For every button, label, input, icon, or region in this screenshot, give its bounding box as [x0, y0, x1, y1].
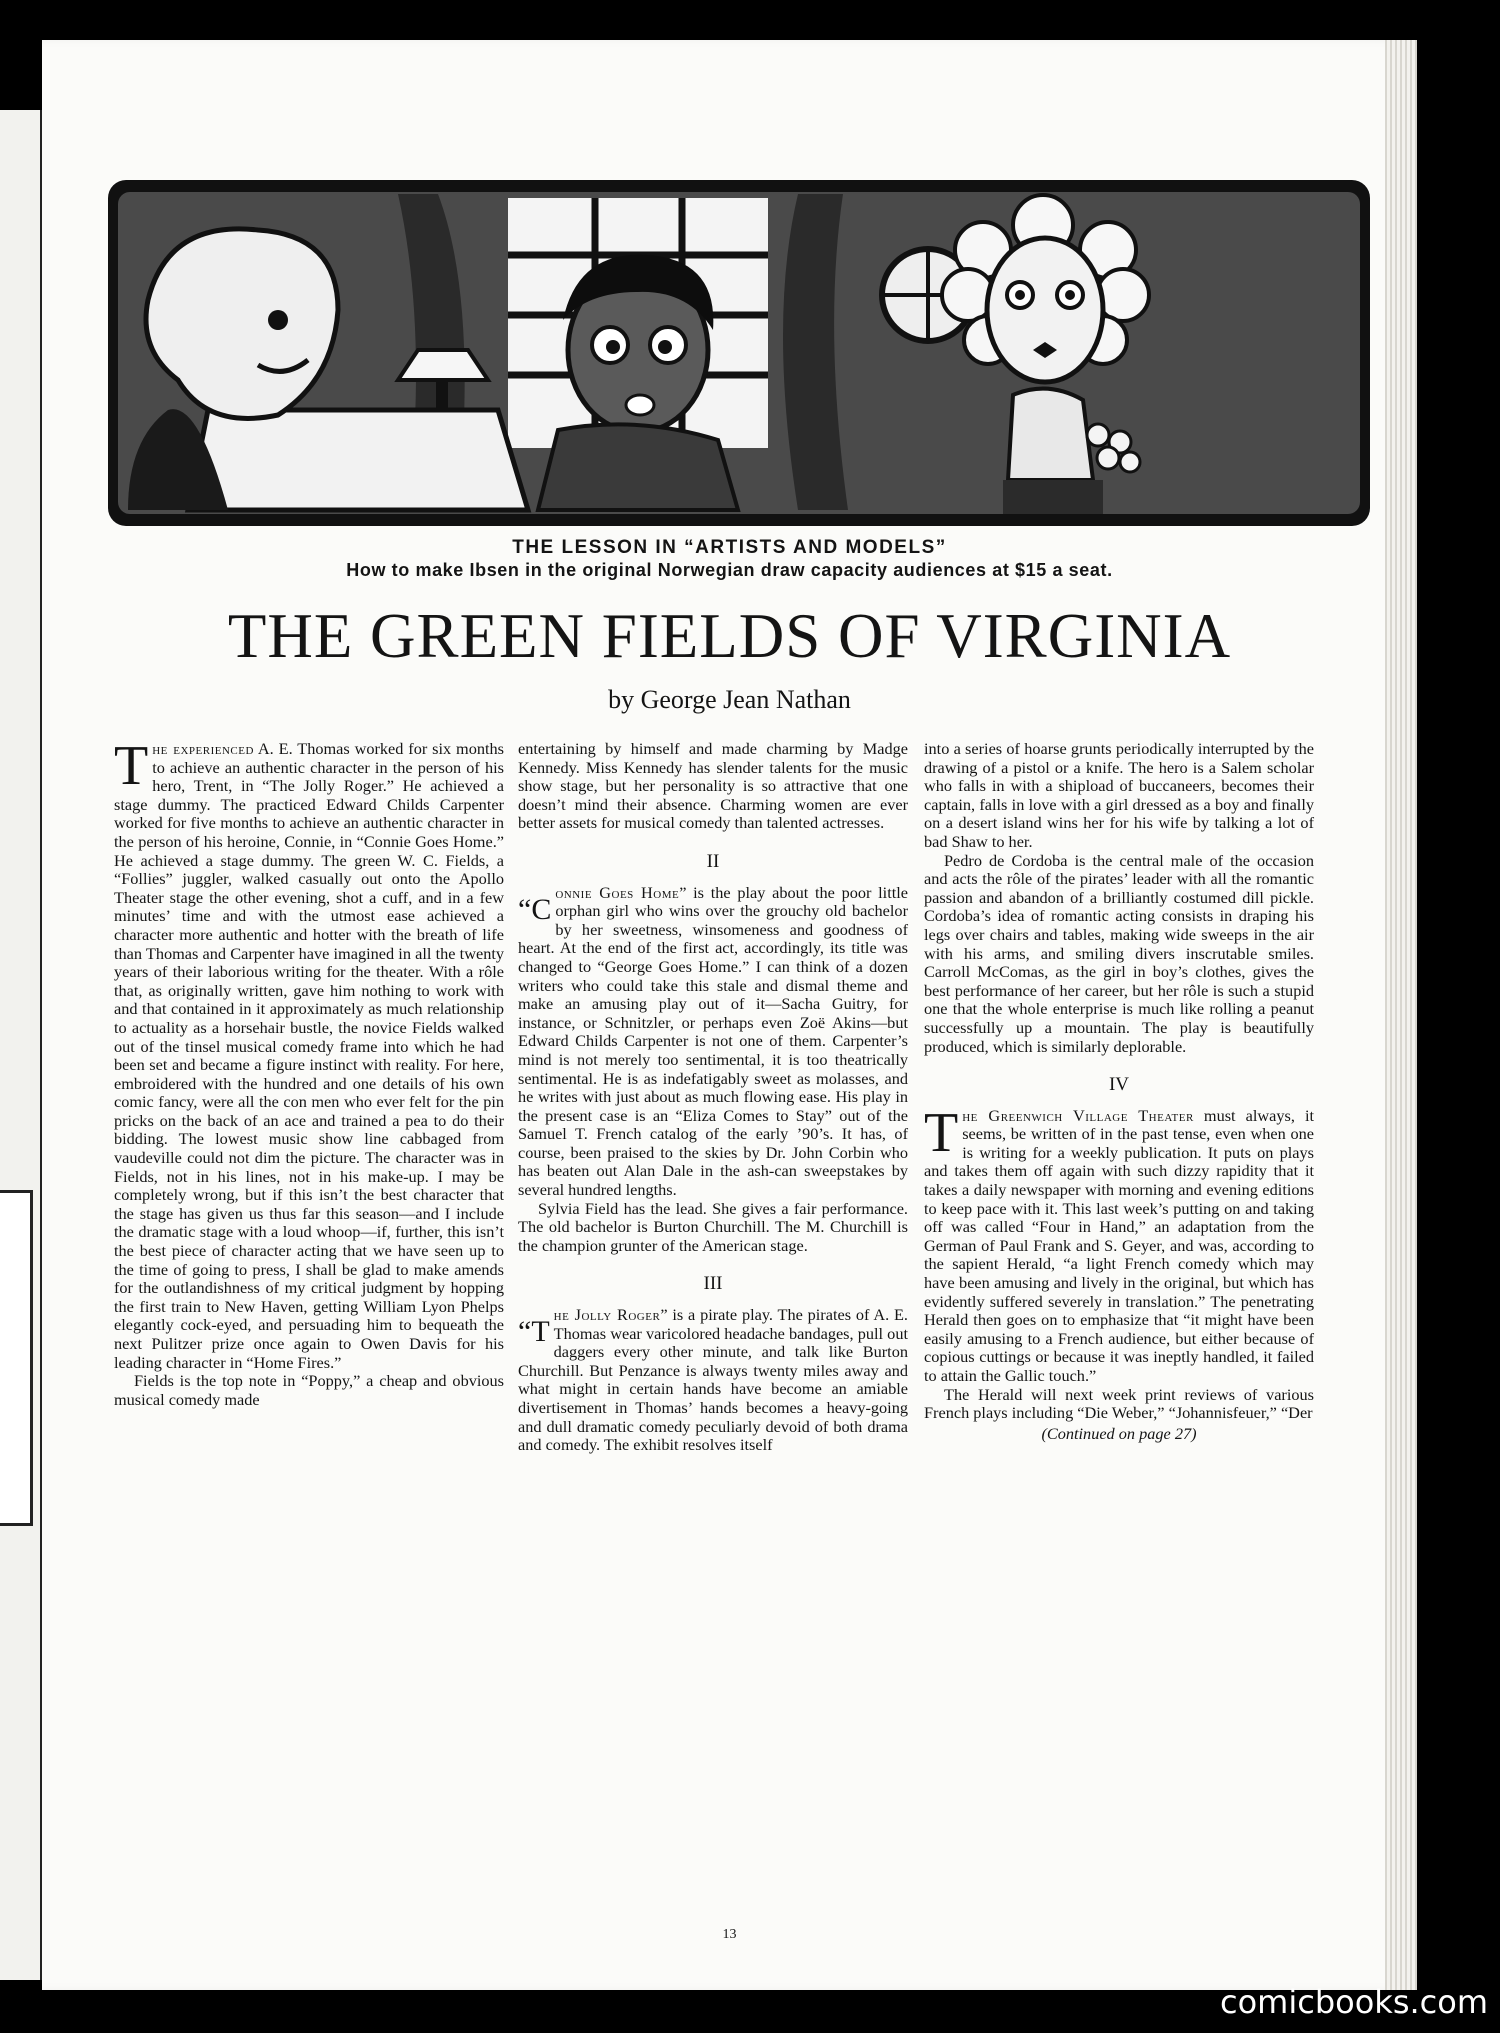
paragraph — [518, 1200, 908, 1256]
lead-in-small-caps: he Greenwich Village Theater — [962, 1105, 1194, 1125]
paragraph-text: Pedro de Cordoba is the central male of the occasion and acts the rôle of the pirates’ leader with all the romantic passion and abandon of a brilliantly costumed dill pickle. Cordoba’s idea of romantic acting consists in draping his legs over chairs and tables, making wide sweeps in the air with his arms, and smiling divers inscrutable smiles. Carroll McComas, as the girl in boy’s clothes, gives the best performance of her career, but her rôle is such a stupid one that the whole enterprise is much like rolling a peanut successfully up a mountain. The play is beautifully produced, which is similarly deplorable. — [924, 850, 1314, 1056]
adjacent-page-edge — [0, 110, 43, 1980]
cartoon-illustration — [108, 180, 1370, 526]
cartoon-caption-subtitle: How to make Ibsen in the original Norwegian draw capacity audiences at $15 a seat. — [346, 560, 1113, 580]
paragraph — [924, 740, 1314, 852]
section-heading: III — [703, 1273, 723, 1295]
article-column-3 — [924, 740, 1314, 1443]
continued-note: (Continued on page 27) — [1041, 1423, 1197, 1443]
paragraph — [924, 1101, 1314, 1386]
drop-cap: “C — [518, 892, 552, 926]
article-title: THE GREEN FIELDS OF VIRGINIA — [227, 601, 1232, 671]
paragraph-text: ” is a pirate play. The pirates of A. E. Thomas wear varicolored headache bandages, pull out daggers every other minute, and talk like Burton Churchill. But Penzance is always twenty miles away and what might in certain hands have become an amiable divertisement in Thomas’ hands becomes a heavy-going and dull dramatic comedy peculiarly devoid of both drama and comedy. The exhibit resolves itself — [518, 1305, 908, 1455]
page-number: 13 — [722, 1927, 737, 1942]
drop-cap: “T — [518, 1315, 550, 1349]
adjacent-page-fragment — [0, 1190, 33, 1526]
section-heading: IV — [1108, 1074, 1130, 1096]
article-column-2 — [518, 740, 908, 1455]
article-column-1 — [114, 735, 504, 1409]
paragraph-text: entertaining by himself and made charming by Madge Kennedy. Miss Kennedy has slender talents for the music show stage, but her personality is so attractive that one doesn’t mind their absence. Charming women are ever better assets for musical comedy than talented actresses. — [518, 739, 908, 833]
paragraph-text: The Herald will next week print reviews of various French plays including “Die Weber,” “Johannisfeuer,” “Der — [924, 1384, 1314, 1423]
site-watermark: comicbooks.com — [1219, 1983, 1488, 2021]
paragraph — [924, 1386, 1314, 1423]
magazine-page — [42, 40, 1417, 1990]
paragraph — [114, 735, 504, 1372]
lead-in-small-caps: he experienced — [152, 739, 254, 758]
article-byline: by George Jean Nathan — [608, 685, 851, 714]
paragraph-text: must always, it seems, be written of in the past tense, even when one is writing for a weekly publication. It puts on plays and takes them off again with such dizzy rapidity that it takes a daily newspaper with morning and evening editions to keep pace with it. This last week’s putting on and taking off was called “Four in Hand,” an adaptation from the German of Paul Frank and S. Geyer, and was, according to the sapient Herald, “a light French comedy which may have been amusing and lively in the original, but which has evidently suffered severely in translation.” The penetrating Herald then goes on to emphasize that “it might have been easily amusing to a French audience, but either because of copious cuttings or because it was ineptly handled, it failed to attain the Gallic touch.” — [924, 1105, 1314, 1385]
cartoon-caption-title: THE LESSON IN “ARTISTS AND MODELS” — [512, 537, 947, 558]
lead-in-small-caps: onnie Goes Home — [555, 882, 680, 902]
paragraph-text: ” is the play about the poor little orphan girl who wins over the grouchy old bachelor by her sweetness, winsomeness and goodness of heart. At the end of the first act, accordingly, its title was changed to “George Goes Home.” I can think of a dozen writers who could take this stale and dismal theme and make an amusing play out of it—Sacha Guitry, for instance, or Schnitzler, or perhaps even Zoë Akins—but Edward Childs Carpenter is not one of them. Carpenter’s mind is not merely too sentimental, it is too theatrically sentimental. He is as indefatigably sweet as molasses, and he writes with just about as much flowing ease. His play in the present case is an “Eliza Comes to Stay” out of the Samuel T. French catalog of the early ’90’s. It has, of course, been praised to the skies by Dr. John Corbin who has beaten out Alan Dale in the ash-can sweepstakes by several hundred lengths. — [518, 882, 908, 1200]
lead-in-small-caps: he Jolly Roger — [553, 1305, 661, 1325]
paragraph-text: A. E. Thomas worked for six months to achieve an authentic character in the person of his hero, Trent, in “The Jolly Roger.” He achieved a stage dummy. The practiced Edward Childs Carpenter worked for five months to achieve an authentic character in the person of his heroine, Connie, in “Connie Goes Home.” He achieved a stage dummy. The green W. C. Fields, a “Follies” juggler, walked casually out onto the Apollo Theater stage the other evening, shot a cuff, and in a few minutes’ time and with the utmost ease achieved a character more authentic and hotter with the breath of life than Thomas and Carpenter have imagined in all the twenty years of their laborious writing for the theater. With a rôle that, as originally written, gave him nothing to work with and that contained in it approximately as much relationship to actuality as a horsehair bustle, the novice Fields walked out of the tinsel musical comedy frame into which he had been set and became a figure instinct with reality. For here, embroidered with the hundred and one details of his own comic fancy, were all the con men who ever felt for the pin pricks on the back of an ace and trained a pea to do their bidding. The lowest music show line cabbaged from vaudeville could not dim the picture. The character was in Fields, not in his lines, not in his make-up. I may be completely wrong, but if this isn’t the best character that the stage has given us thus far this season—and I include the dramatic stage with a loud whoop—if, further, this isn’t the best piece of character acting that we have seen up to the time of going to press, I shall be glad to make amends for the outlandishness of my critical judgment by hopping the first train to New Haven, getting William Lyon Phelps elegantly cock-eyed, and persuading him to bequeath the next Pulitzer prize once again to Owen Davis for his leading character in “Home Fires.” — [114, 739, 504, 1372]
section-heading: II — [706, 850, 720, 872]
paragraph — [114, 1372, 504, 1409]
paragraph-text: Sylvia Field has the lead. She gives a fair performance. The old bachelor is Burton Churchill. The M. Churchill is the champion grunter of the American stage. — [518, 1198, 908, 1255]
paragraph — [924, 852, 1314, 1057]
paragraph — [518, 1306, 908, 1455]
drop-cap: T — [924, 1101, 959, 1164]
paragraph-text: Fields is the top note in “Poppy,” a cheap and obvious musical comedy made — [114, 1371, 504, 1409]
paragraph-text: into a series of hoarse grunts periodically interrupted by the drawing of a pistol or a knife. The hero is a Salem scholar who falls in with a shipload of buccaneers, becomes their captain, falls in love with a girl dressed as a boy and finally on a desert island wins her for his wife by talking a lot of bad Shaw to her. — [924, 739, 1314, 851]
page-stack-edge — [1385, 40, 1417, 1990]
drop-cap: T — [114, 735, 149, 797]
paragraph — [518, 884, 908, 1200]
paragraph — [518, 740, 908, 833]
